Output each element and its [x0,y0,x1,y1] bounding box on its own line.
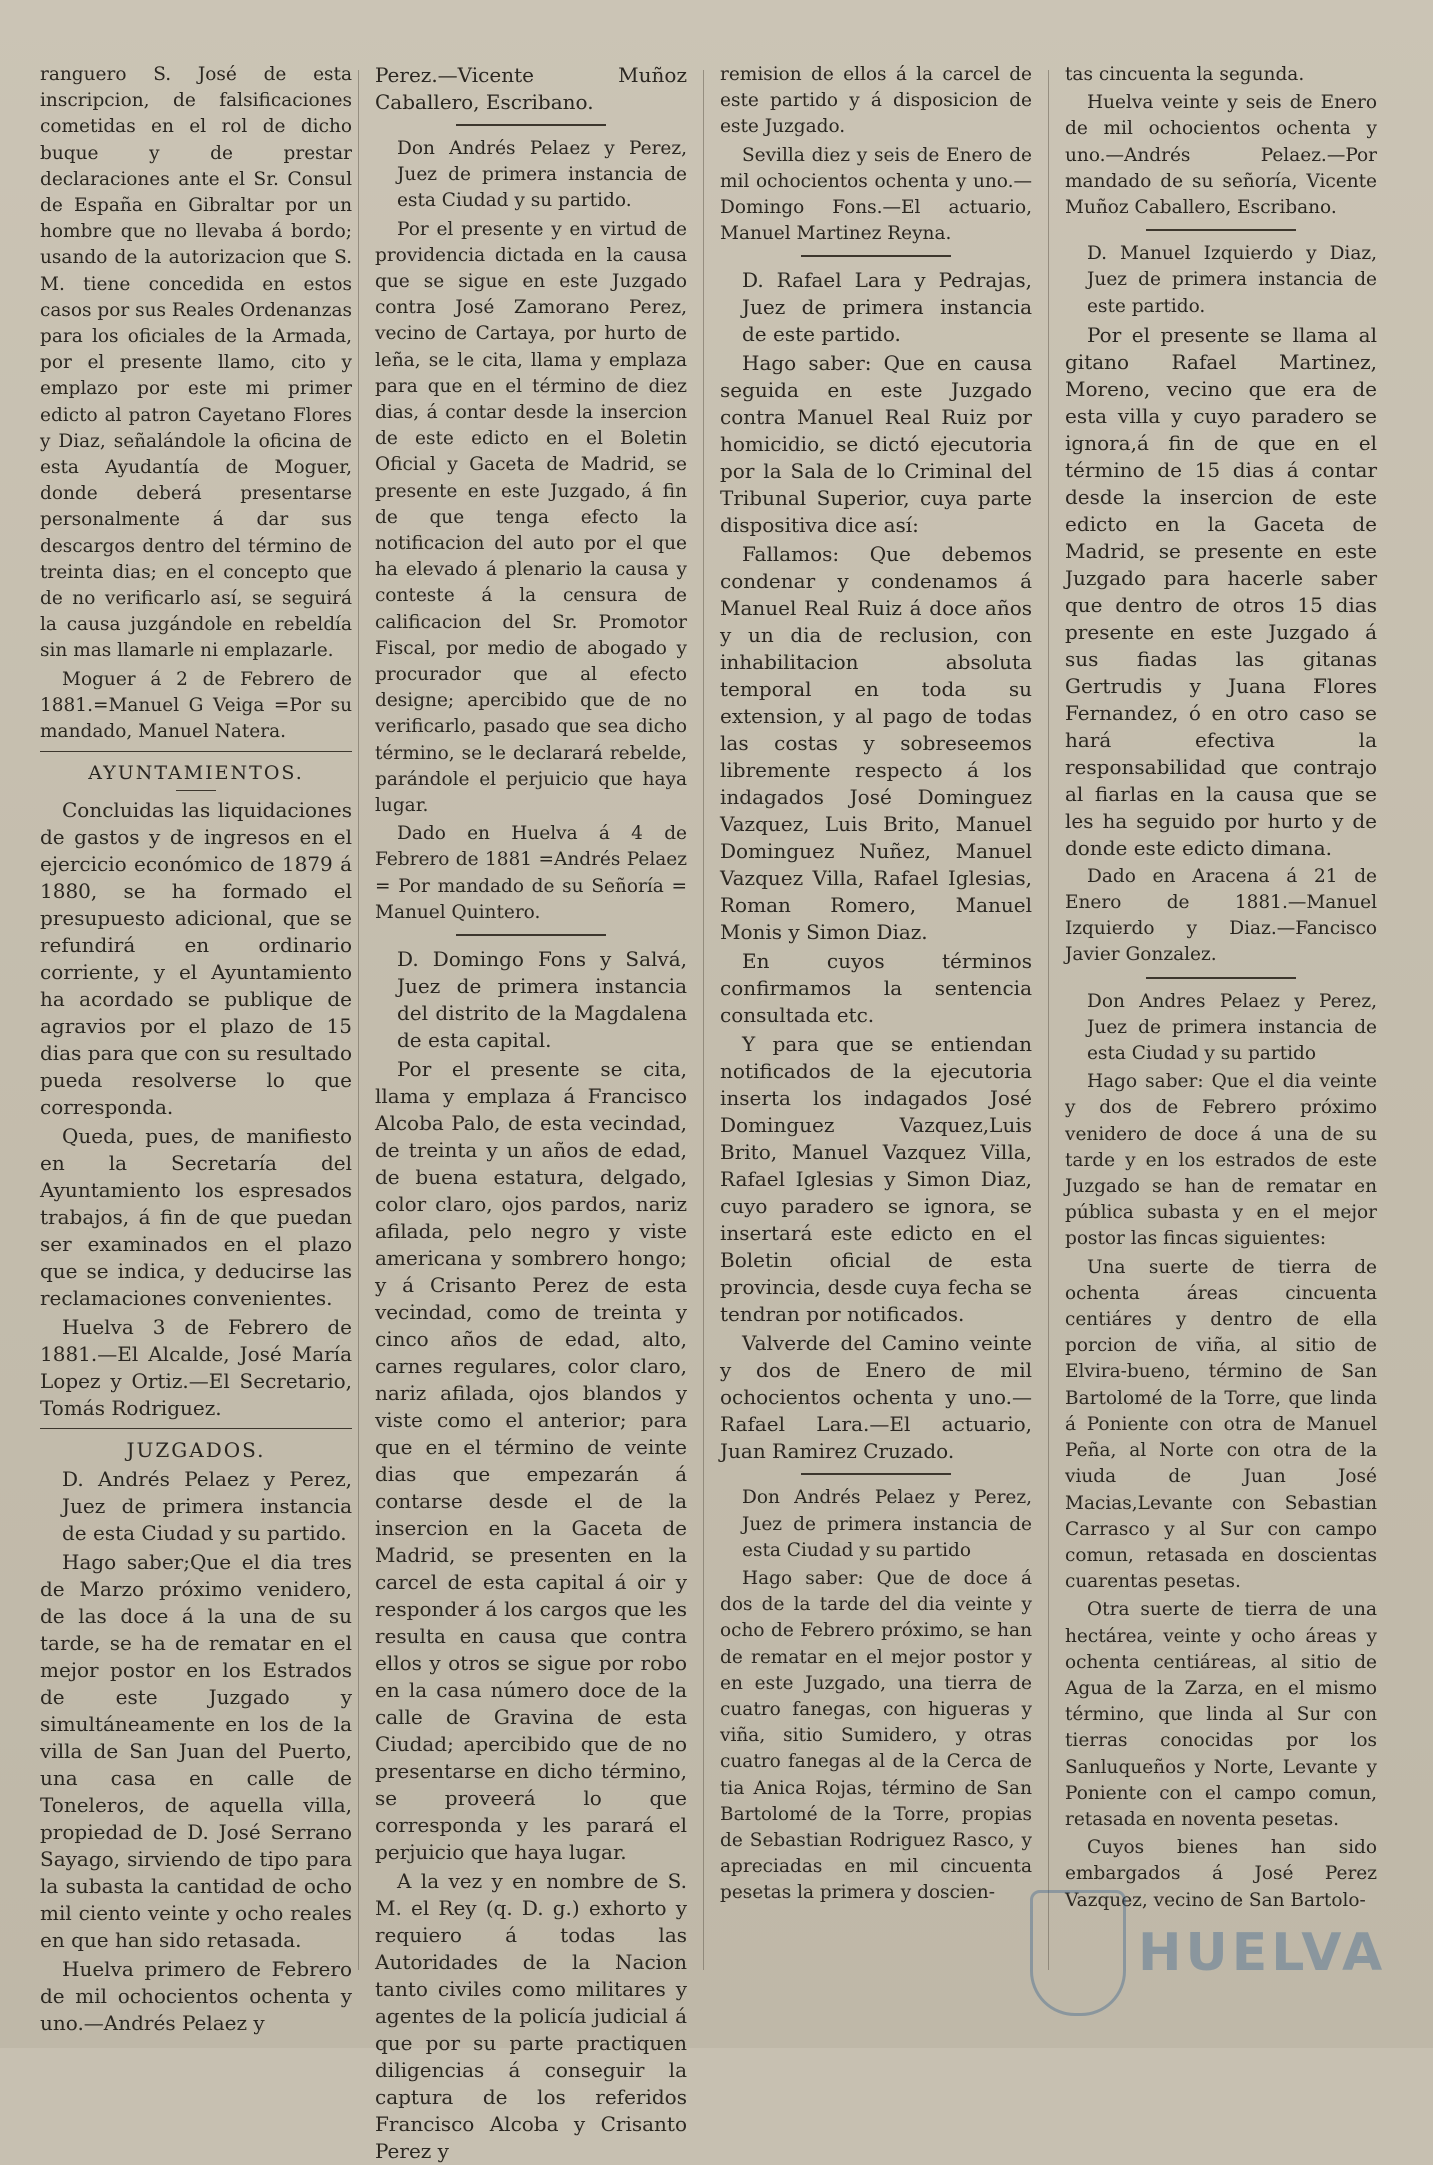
paragraph: Hago saber: Que en causa seguida en este Juzgado contra Manuel Real Ruiz por homicidio, se dictó ejecutoria por la Sala de lo Criminal del Tribunal Superior, cuya parte dispositiva dice así: [720,351,1032,538]
column-4 [1065,62,1377,2032]
section-heading-ayuntamientos: AYUNTAMIENTOS. [88,762,304,785]
archive-watermark [1030,1890,1386,2016]
judge-header: Don Andres Pelaez y Perez, Juez de primera instancia de esta Ciudad y su partido [1087,990,1377,1065]
column-divider [358,70,359,1970]
judge-header: D. Domingo Fons y Salvá, Juez de primera instancia del distrito de la Magdalena de esta capital. [397,947,687,1053]
column-divider [1048,70,1049,1970]
section-rule [456,124,606,126]
judge-header: Don Andrés Pelaez y Perez, Juez de primera instancia de esta Ciudad y su partido [742,1487,1032,1561]
heading-rule [176,790,216,791]
paragraph: Otra suerte de tierra de una hectárea, veinte y ocho áreas y ochenta centiáreas, al sitio de Agua de la Zarza, en el mismo término, que linda al Sur con tierras conocidas por los Sanluqueños y Norte, Levante y Poniente con el campo comun, retasada en noventa pesetas. [1065,1599,1377,1830]
section-rule [40,751,352,752]
paragraph: tas cincuenta la segunda. [1065,64,1305,85]
judge-header: D. Andrés Pelaez y Perez, Juez de primera instancia de esta Ciudad y su partido. [62,1467,352,1546]
paragraph: Perez.—Vicente Muñoz Caballero, Escribano. [375,63,687,114]
column-2 [375,62,687,2164]
paragraph: Dado en Huelva á 4 de Febrero de 1881 =Andrés Pelaez = Por mandado de su Señoría = Manuel Quintero. [375,823,687,923]
provincial-seal-icon [1030,1890,1126,2016]
column-1 [40,62,352,2036]
paragraph: Huelva primero de Febrero de mil ochocientos ochenta y uno.—Andrés Pelaez y [40,1957,352,2036]
section-rule [456,934,606,936]
paragraph: Hago saber: Que de doce á dos de la tarde del dia veinte y ocho de Febrero próximo, se han de rematar en el mejor postor y en este Juzgado, una tierra de cuatro fanegas, con higueras y viña, sitio Sumidero, y otras cuatro fanegas al de la Cerca de tia Anica Rojas, término de San Bartolomé de la Torre, propias de Sebastian Rodriguez Rasco, y apreciadas en mil cincuenta pesetas la primera y doscien- [720,1568,1032,1904]
paragraph: Huelva veinte y seis de Enero de mil ochocientos ochenta y uno.—Andrés Pelaez.—Por mandado de su señoría, Vicente Muñoz Caballero, Escribano. [1065,92,1377,219]
judge-header: D. Rafael Lara y Pedrajas, Juez de primera instancia de este partido. [742,268,1032,347]
paragraph: ranguero S. José de esta inscripcion, de falsificaciones cometidas en el rol de dicho buque y de prestar declaraciones ante el Sr. Consul de España en Gibraltar por un hombre que no llevaba á bordo; usando de la autorizacion que S. M. tiene concedida en estos casos por sus Reales Ordenanzas para los oficiales de la Armada, por el presente llamo, cito y emplazo por este mi primer edicto al patron Cayetano Flores y Diaz, señalándole la oficina de esta Ayudantía de Moguer, donde deberá presentarse personalmente á dar sus descargos dentro del término de treinta dias; en el concepto que de no verificarlo así, se seguirá la causa juzgándole en rebeldía sin mas llamarle ni emplazarle. [40,64,352,662]
paragraph: remision de ellos á la carcel de este partido y á disposicion de este Juzgado. [720,64,1032,138]
paragraph: Por el presente se cita, llama y emplaza á Francisco Alcoba Palo, de esta vecindad, de treinta y un años de edad, de buena estatura, delgado, color claro, ojos pardos, nariz afilada, pelo negro y viste americana y sombrero hongo; y á Crisanto Perez de esta vecindad, como de treinta y cinco años de edad, alto, carnes regulares, color claro, nariz afilada, ojos blandos y viste como el anterior; para que en el término de veinte dias que empezarán á contarse desde el de la insercion en la Gaceta de Madrid, se presenten en la carcel de esta capital á oir y responder á los cargos que les resulta en causa que contra ellos y otros se sigue por robo en la casa número doce de la calle de Gravina de esta Ciudad; apercibido que de no presentarse en dicho término, se proveerá lo que corresponda y les parará el perjuicio que haya lugar. [375,1057,687,1865]
section-heading-juzgados: JUZGADOS. [126,1438,266,1463]
judge-header: D. Manuel Izquierdo y Diaz, Juez de primera instancia de este partido. [1087,243,1377,317]
paragraph: Moguer á 2 de Febrero de 1881.=Manuel G Veiga =Por su mandado, Manuel Natera. [40,668,352,743]
paragraph: Dado en Aracena á 21 de Enero de 1881.—Manuel Izquierdo y Diaz.—Fancisco Javier Gonzalez. [1065,865,1377,966]
paragraph: Por el presente y en virtud de providencia dictada en la causa que se sigue en este Juzgado contra José Zamorano Perez, vecino de Cartaya, por hurto de leña, se le cita, llama y emplaza para que en el término de diez dias, á contar desde la insercion de este edicto en el Boletin Oficial y Gaceta de Madrid, se presente en este Juzgado, á fin de que tenga efecto la notificacion del auto por el que ha elevado á plenario la causa y conteste á la censura de calificacion del Sr. Promotor Fiscal, por medio de abogado y procurador que al efecto designe; apercibido que de no verificarlo, pasado que sea dicho término, se le declarará rebelde, parándole el perjuicio que haya lugar. [375,218,687,817]
paragraph: Queda, pues, de manifiesto en la Secretaría del Ayuntamiento los espresados trabajos, á fin de que puedan ser examinados en el plazo que se indica, y deducirse las reclamaciones convenientes. [40,1124,352,1311]
paragraph: Valverde del Camino veinte y dos de Enero de mil ochocientos ochenta y uno.—Rafael Lara.—El actuario, Juan Ramirez Cruzado. [720,1331,1032,1464]
column-divider [703,70,704,1970]
watermark-text: HUELVA [1138,1923,1387,1983]
paragraph: Huelva 3 de Febrero de 1881.—El Alcalde, José María Lopez y Ortiz.—El Secretario, Tomás Rodriguez. [40,1315,352,1421]
column-3 [720,62,1032,2032]
paragraph: Por el presente se llama al gitano Rafael Martinez, Moreno, vecino que era de esta villa y cuyo paradero se ignora,á fin de que en el término de 15 dias á contar desde la insercion de este edicto en la Gaceta de Madrid, se presente en este Juzgado para hacerle saber que dentro de otros 15 dias presente en este Juzgado á sus fiadas las gitanas Gertrudis y Juana Flores Fernandez, ó en otro caso se hará efectiva la responsabilidad que contrajo al fiarlas en la causa que se les ha seguido por hurto y de donde este edicto dimana. [1065,322,1377,860]
section-rule [801,255,951,257]
paragraph: Concluidas las liquidaciones de gastos y de ingresos en el ejercicio económico de 1879 á 1880, se ha formado el presupuesto adicional, que se refundirá en ordinario corriente, y el Ayuntamiento ha acordado se publique de agravios por el plazo de 15 dias para que con su resultado pueda resolverse lo que corresponda. [40,798,352,1120]
section-rule [1146,229,1296,231]
paragraph: Cuyos bienes han sido embargados á José Perez Vazquez, vecino de San Bartolo- [1065,1837,1377,1911]
paragraph: Sevilla diez y seis de Enero de mil ochocientos ochenta y uno.—Domingo Fons.—El actuario, Manuel Martinez Reyna. [720,144,1032,245]
paragraph: Fallamos: Que debemos condenar y condenamos á Manuel Real Ruiz á doce años y un dia de reclusion, con inhabilitacion absoluta temporal en toda su extension, y al pago de todas las costas y sobreseemos libremente respecto á los indagados José Dominguez Vazquez, Luis Brito, Manuel Dominguez Nuñez, Manuel Vazquez Villa, Rafael Iglesias, Roman Romero, Manuel Monis y Simon Diaz. [720,542,1032,945]
judge-header: Don Andrés Pelaez y Perez, Juez de primera instancia de esta Ciudad y su partido. [397,138,687,212]
paragraph: A la vez y en nombre de S. M. el Rey (q. D. g.) exhorto y requiero á todas las Autoridades de la Nacion tanto civiles como militares y agentes de la policía judicial á que por su parte practiquen diligencias á conseguir la captura de los referidos Francisco Alcoba y Crisanto Perez y [375,1869,687,2164]
paragraph: Hago saber: Que el dia veinte y dos de Febrero próximo venidero de doce á una de su tarde y en los estrados de este Juzgado se han de rematar en pública subasta y en el mejor postor las fincas siguientes: [1065,1071,1377,1250]
section-rule [801,1473,951,1475]
paragraph: Hago saber;Que el dia tres de Marzo próximo venidero, de las doce á la una de su tarde, se ha de rematar en el mejor postor en los Estrados de este Juzgado y simultáneamente en los de la villa de San Juan del Puerto, una casa en calle de Toneleros, de aquella villa, propiedad de D. José Serrano Sayago, sirviendo de tipo para la subasta la cantidad de ocho mil ciento veinte y ocho reales en que han sido retasada. [40,1550,352,1953]
paragraph: En cuyos términos confirmamos la sentencia consultada etc. [720,949,1032,1028]
section-rule [40,1428,352,1429]
paragraph: Y para que se entiendan notificados de la ejecutoria inserta los indagados José Dominguez Vazquez,Luis Brito, Manuel Vazquez Villa, Rafael Iglesias y Simon Diaz, cuyo paradero se ignora, se insertará este edicto en el Boletin oficial de esta provincia, desde cuya fecha se tendran por notificados. [720,1032,1032,1327]
section-rule [1146,977,1296,979]
paragraph: Una suerte de tierra de ochenta áreas cincuenta centiáres y dentro de ella porcion de viña, al sitio de Elvira-bueno, término de San Bartolomé de la Torre, que linda á Poniente con otra de Manuel Peña, al Norte con otra de la viuda de Juan José Macias,Levante con Sebastian Carrasco y al Sur con campo comun, retasada en doscientas cuarentas pesetas. [1065,1256,1377,1593]
